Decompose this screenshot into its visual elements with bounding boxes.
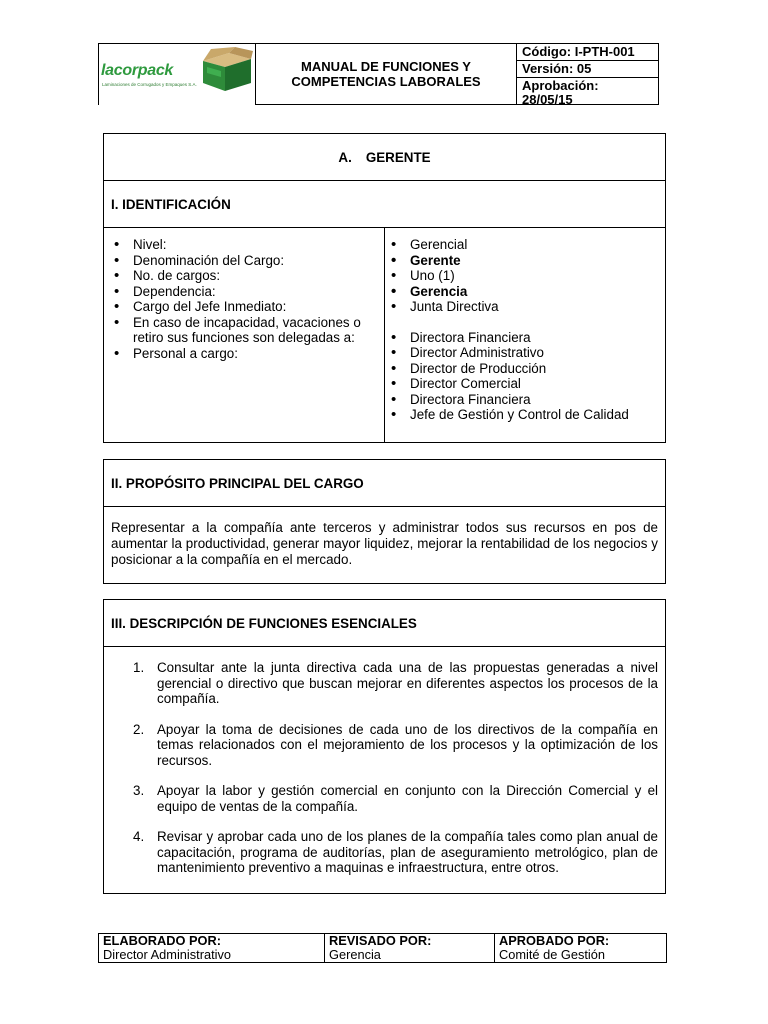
label-delegacion: • En caso de incapacidad, vacaciones o retiro sus funciones son delegadas a: (112, 315, 384, 346)
function-number: 2. (133, 721, 145, 737)
revisado-label: REVISADO POR: (329, 933, 432, 948)
value-no-cargos: • Uno (1) (389, 268, 665, 284)
purpose-text: Representar a la compañía ante terceros y administrar todos sus recursos en pos de aumentar la productividad, generar mayor liquidez, mejorar la rentabilidad de los negocios y posicionar a la compañía en el mercado. (111, 520, 658, 567)
approval-date (517, 78, 658, 108)
value-personal-item: • Director Administrativo (389, 345, 665, 361)
section-functions (103, 599, 666, 894)
section-purpose (103, 459, 666, 584)
company-logo-text: lacorpack (101, 62, 174, 79)
elaborado-label: ELABORADO POR: (103, 933, 222, 948)
function-text: Revisar y aprobar cada uno de los planes de la compañía tales como plan anual de capacitación, programa de auditorías, plan de aseguramiento metrológico, plan de mantenimiento preventivo a maquinas e infraestructura, entre otros. (157, 829, 658, 875)
approval-label: Aprobación: (522, 78, 599, 93)
position-name: GERENTE (365, 149, 431, 165)
aprobado-value: Comité de Gestión (499, 947, 605, 962)
value-personal-item: • Director Comercial (389, 376, 665, 392)
label-nivel: • Nivel: (112, 237, 384, 253)
title-line-2: COMPETENCIAS LABORALES (291, 74, 481, 89)
aprobado-cell (495, 934, 666, 962)
revisado-cell (325, 934, 495, 962)
function-number: 3. (133, 783, 145, 798)
function-number: 1. (133, 660, 145, 675)
elaborado-cell (99, 934, 325, 962)
document-title (255, 43, 517, 105)
value-dependencia: • Gerencia (389, 284, 665, 300)
functions-list-container (104, 647, 665, 876)
document-code: Código: I-PTH-001 (517, 44, 658, 61)
section-identification (103, 133, 666, 443)
position-title (104, 134, 665, 181)
document-header (98, 43, 659, 105)
label-jefe-inmediato: • Cargo del Jefe Inmediato: (112, 299, 384, 315)
function-text: Consultar ante la junta directiva cada una de las propuestas generadas a nivel gerencial o directivo que buscan mejorar en diferentes aspectos los procesos de la compañía. (157, 660, 658, 706)
function-item (104, 722, 658, 769)
logo-cell (98, 43, 255, 105)
value-denominacion: • Gerente (389, 253, 665, 269)
identification-heading: I. IDENTIFICACIÓN (104, 181, 665, 228)
function-text: Apoyar la labor y gestión comercial en conjunto con la Dirección Comercial y el equipo de ventas de la compañía. (157, 783, 658, 814)
document-version: Versión: 05 (517, 61, 658, 78)
label-denominacion: • Denominación del Cargo: (112, 253, 384, 269)
label-no-cargos: • No. de cargos: (112, 268, 384, 284)
value-personal-item: • Directora Financiera (389, 392, 665, 408)
purpose-heading: II. PROPÓSITO PRINCIPAL DEL CARGO (104, 460, 665, 507)
value-jefe-inmediato: • Junta Directiva (389, 299, 665, 315)
value-personal-item: • Jefe de Gestión y Control de Calidad (389, 407, 665, 423)
identification-table (104, 228, 665, 442)
function-text: Apoyar la toma de decisiones de cada uno de los directivos de la compañía en temas relacionados con el mejoramiento de los procesos y la optimización de los recursos. (157, 721, 658, 768)
title-line-1: MANUAL DE FUNCIONES Y (301, 59, 471, 74)
elaborado-value: Director Administrativo (103, 947, 232, 962)
function-number: 4. (133, 829, 145, 844)
function-item (104, 660, 658, 707)
document-metadata (517, 43, 659, 105)
function-item (104, 829, 658, 876)
function-item (104, 783, 658, 814)
position-number: A. (338, 149, 352, 165)
functions-heading: III. DESCRIPCIÓN DE FUNCIONES ESENCIALES (104, 600, 665, 647)
label-personal-a-cargo: • Personal a cargo: (112, 346, 384, 362)
revisado-value: Gerencia (329, 947, 381, 962)
value-personal-item: • Director de Producción (389, 361, 665, 377)
label-dependencia: • Dependencia: (112, 284, 384, 300)
identification-values (385, 228, 665, 442)
approval-date-value: 28/05/15 (522, 92, 573, 107)
functions-list (104, 660, 658, 876)
value-nivel: • Gerencial (389, 237, 665, 253)
value-personal-item: • Directora Financiera (389, 330, 665, 346)
package-box-icon (199, 47, 253, 93)
approval-footer (98, 933, 667, 963)
identification-labels (104, 228, 385, 442)
company-logo-subtext: Laminaciones de Corrugados y Empaques S.A. (102, 82, 197, 87)
aprobado-label: APROBADO POR: (499, 933, 610, 948)
